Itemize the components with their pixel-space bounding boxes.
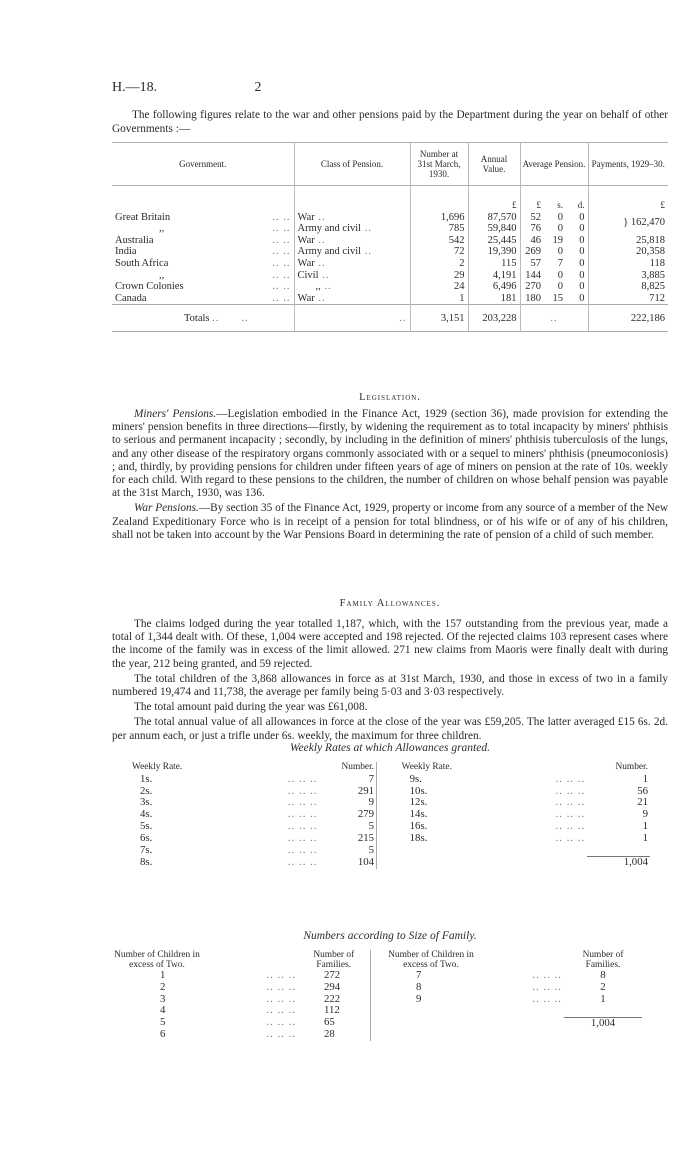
totals-value: 203,228: [468, 305, 520, 331]
family-size-header: [112, 950, 642, 970]
weekly-rate: 2s.: [140, 784, 153, 797]
pension-class-cell: Civil ..: [294, 270, 410, 282]
col-payments: Payments, 1929–30.: [588, 143, 668, 186]
payments: 3,885: [588, 270, 668, 282]
pension-class: Army and civil: [297, 223, 362, 235]
children-in-excess: 3: [160, 992, 166, 1005]
intro-paragraph: The following figures relate to the war and other pensions paid by the Department during the year on behalf of other Governments :—: [112, 109, 668, 135]
pension-number: 24: [410, 281, 468, 293]
average-shillings: 0: [557, 246, 563, 258]
number-of-families: 1: [600, 992, 606, 1005]
rate-number: 291: [357, 784, 375, 797]
pension-class-cell: War ..: [294, 212, 410, 224]
government-name: Canada: [115, 292, 147, 304]
number-of-families: 8: [600, 969, 606, 981]
unit-avg-pounds: £: [520, 186, 544, 212]
families-header-right: Number of Families.: [582, 950, 624, 970]
rate-number: 9: [368, 796, 375, 809]
average-pounds: 270: [520, 281, 544, 293]
family-size-table: [112, 950, 642, 1041]
pension-row: [112, 235, 668, 247]
children-in-excess: 9: [416, 992, 422, 1005]
family-size-title: Numbers according to Size of Family.: [303, 930, 477, 942]
pension-class-cell: Army and civil ..: [294, 223, 410, 235]
number-of-families: 2: [600, 980, 606, 993]
average-pounds: 46: [520, 235, 544, 247]
payments: 8,825: [588, 281, 668, 293]
weekly-rate: 1s.: [140, 772, 153, 785]
weekly-rate: 8s.: [140, 855, 153, 868]
weekly-rate: 14s.: [409, 808, 428, 821]
annual-value: 115: [468, 258, 520, 270]
annual-value-paragraph: The total annual value of all allowances in force at the close of the year was £59,205. The latter averaged £15 6s. 2d. per annum each, or just a trifle under 6s. weekly, the maximum for three children.: [112, 716, 668, 742]
children-in-excess: 2: [160, 980, 166, 993]
pensions-table: [112, 142, 668, 332]
weekly-rate: 16s.: [409, 819, 428, 832]
government-name: ,,: [159, 223, 165, 235]
average-pence: 0: [579, 211, 585, 223]
number-of-families: 294: [324, 980, 341, 993]
totals-number: 3,151: [410, 305, 468, 331]
average-pence: 0: [579, 281, 585, 293]
weekly-rate: 7s.: [140, 843, 153, 856]
average-pounds: 52: [520, 212, 544, 224]
weekly-rate: 5s.: [140, 819, 153, 832]
number-of-families: 28: [324, 1028, 335, 1041]
legislation-text: [112, 408, 668, 544]
rate-number: 5: [368, 819, 375, 832]
pension-class: War: [297, 234, 315, 246]
average-shillings: 15: [552, 292, 563, 304]
rate-number: 56: [637, 784, 648, 797]
government-cell: .. .. Crown Colonies: [115, 281, 291, 293]
pension-number: 2: [410, 258, 468, 270]
family-size-row: 4 .. .. .. 112: [112, 1005, 642, 1017]
number-of-families: 272: [324, 969, 341, 981]
average-pounds: 57: [520, 258, 544, 270]
weekly-rate-row: 2s. .. .. .. 291 10s. .. .. .. 56: [130, 786, 650, 798]
pension-class-cell: War ..: [294, 293, 410, 305]
children-in-excess: 1: [160, 969, 166, 981]
family-allowances-heading: Family Allowances.: [339, 598, 441, 609]
payments: 118: [588, 258, 668, 270]
pension-class: Army and civil: [297, 246, 362, 258]
unit-payments: £: [588, 186, 668, 212]
weekly-rate: 10s.: [409, 784, 428, 797]
annual-value: 181: [468, 293, 520, 305]
totals-row: Totals .. .. .. 3,151 203,228 .. 222,186: [112, 305, 668, 331]
pension-class-cell: War ..: [294, 235, 410, 247]
government-cell: .. .. ,,: [112, 270, 294, 282]
families-header-left: Number of Families.: [313, 950, 355, 970]
rate-number: 1: [642, 772, 648, 785]
claims-paragraph: The claims lodged during the year totalled 1,187, which, with the 157 outstanding from the previous year, made a total of 1,344 dealt with. Of these, 1,004 were accepted and 198 rejected. Of the rejected claims 103 represent cases where the income of the family was in excess of the limit allowed. 271 new claims from Maoris were finally dealt with during the year, 212 being granted, and 59 rejected.: [112, 618, 668, 670]
average-pence: 0: [579, 269, 585, 281]
pension-class: Civil: [297, 269, 319, 281]
rate-number: 104: [357, 855, 375, 868]
average-shillings: 0: [557, 223, 563, 235]
family-size-row: 5 .. .. .. 65 1,004: [112, 1017, 642, 1029]
col-class: Class of Pension.: [294, 143, 410, 186]
children-header-left: Number of Children in excess of Two.: [114, 950, 200, 970]
annual-value: 6,496: [468, 281, 520, 293]
weekly-rate: 12s.: [409, 796, 428, 809]
pension-row: [112, 293, 668, 305]
weekly-rate: 9s.: [409, 772, 422, 785]
pension-class: ,,: [315, 281, 321, 293]
annual-value: 19,390: [468, 246, 520, 258]
government-name: Great Britain: [115, 211, 171, 223]
pension-number: 1,696: [410, 212, 468, 224]
average-pounds: 180: [520, 293, 544, 305]
average-shillings: 19: [552, 234, 563, 246]
payments: } 162,470: [588, 212, 668, 235]
average-pence: 0: [579, 234, 585, 246]
children-in-excess: 8: [416, 980, 422, 993]
unit-avg-pence: d.: [577, 200, 585, 210]
weekly-rate-header-right: Weekly Rate.: [401, 762, 452, 772]
col-average: Average Pension.: [520, 143, 588, 186]
amount-paid-paragraph: The total amount paid during the year was £61,008.: [134, 701, 368, 714]
weekly-rate: 3s.: [140, 796, 153, 809]
pension-class-cell: War ..: [294, 258, 410, 270]
rate-number: 5: [368, 843, 375, 856]
government-cell: .. .. ,,: [112, 223, 294, 235]
pension-class-cell: Army and civil ..: [294, 246, 410, 258]
pension-number: 29: [410, 270, 468, 282]
weekly-rate-row: 1s. .. .. .. 7 9s. .. .. .. 1: [130, 774, 650, 786]
pension-class: War: [297, 292, 315, 304]
number-header-right: Number.: [615, 762, 648, 772]
weekly-rate: 6s.: [140, 831, 153, 844]
col-number: Number at 31st March, 1930.: [410, 143, 468, 186]
average-shillings: 0: [557, 211, 563, 223]
annual-value: 4,191: [468, 270, 520, 282]
family-size-row: 2 .. .. .. 294 8 .. .. .. 2: [112, 982, 642, 994]
average-pence: 0: [579, 223, 585, 235]
average-pounds: 269: [520, 246, 544, 258]
weekly-rate-row: 3s. .. .. .. 9 12s. .. .. .. 21: [130, 797, 650, 809]
children-in-excess: 5: [160, 1016, 166, 1029]
family-size-row: 1 .. .. .. 272 7 .. .. .. 8: [112, 970, 642, 982]
rate-number: 7: [368, 772, 375, 785]
government-name: Australia: [115, 234, 154, 246]
pension-row: [112, 223, 668, 235]
pension-number: 785: [410, 223, 468, 235]
family-allowances-text: [112, 618, 668, 745]
col-government: Government.: [179, 159, 227, 169]
unit-avg-shillings: s.: [557, 200, 563, 210]
pensions-header-row: [112, 143, 668, 186]
pension-row: [112, 281, 668, 293]
pension-row: [112, 270, 668, 282]
rate-number: 1: [642, 819, 648, 832]
war-pensions-lead: War Pensions.: [134, 502, 199, 515]
pension-class: War: [297, 257, 315, 269]
average-pence: 0: [579, 246, 585, 258]
number-of-families: 65: [324, 1016, 335, 1029]
legislation-heading: Legislation.: [359, 392, 421, 403]
weekly-rates-table: [130, 762, 650, 869]
payments: 712: [588, 293, 668, 305]
weekly-rate: 4s.: [140, 808, 153, 821]
government-cell: .. .. South Africa: [115, 257, 291, 269]
children-paragraph: The total children of the 3,868 allowances in force as at 31st March, 1930, and those in excess of two in a family numbered 19,474 and 11,738, the average per family being 5·03 and 3·03 respectively.: [112, 672, 668, 699]
average-shillings: 0: [557, 269, 563, 281]
family-size-row: 6 .. .. .. 28: [112, 1029, 642, 1041]
unit-annual: £: [468, 186, 520, 212]
children-in-excess: 7: [416, 969, 422, 981]
payments: 25,818: [588, 235, 668, 247]
government-cell: .. .. Great Britain: [115, 211, 291, 223]
weekly-rate-row: 8s. .. .. .. 104 1,004: [130, 856, 650, 868]
family-size-total: 1,004: [590, 1016, 616, 1029]
pension-number: 542: [410, 235, 468, 247]
pension-class: War: [297, 211, 315, 223]
war-pensions-paragraph: War Pensions.—By section 35 of the Finance Act, 1929, property or income from any source of a member of the New Zealand Expeditionary Force who is in receipt of a pension for total blindness, or of his wife or of any of his children, shall not be taken into account by the War Pensions Board in determining the rate of pension of a child of such member.: [112, 502, 668, 541]
rate-number: 21: [637, 796, 648, 809]
children-in-excess: 4: [160, 1004, 166, 1017]
col-annual: Annual Value.: [468, 143, 520, 186]
rate-number: 215: [357, 831, 375, 844]
miners-pensions-lead: Miners' Pensions.: [134, 408, 217, 420]
weekly-rate: 18s.: [409, 831, 428, 844]
weekly-rates-title: Weekly Rates at which Allowances granted.: [290, 742, 490, 754]
weekly-rate-row: 7s. .. .. .. 5: [130, 845, 650, 857]
weekly-rate-header-left: Weekly Rate.: [132, 762, 183, 772]
page-number: 2: [254, 80, 262, 95]
number-of-families: 222: [324, 992, 341, 1005]
government-name: India: [115, 246, 137, 258]
annual-value: 59,840: [468, 223, 520, 235]
annual-value: 25,445: [468, 235, 520, 247]
average-pence: 0: [579, 292, 585, 304]
pension-row: [112, 212, 668, 224]
average-shillings: 0: [557, 281, 563, 293]
government-cell: .. .. Australia: [115, 234, 291, 246]
average-shillings: 7: [557, 257, 563, 269]
units-row: [112, 186, 668, 212]
miners-pensions-paragraph: Miners' Pensions.—Legislation embodied in the Finance Act, 1929 (section 36), made provision for extending the miners' pension benefits in three directions—firstly, by widening the requirement as to total incapacity by miners' phthisis to serious and permanent incapacity ; secondly, by including in the definition of miners' phthisis tuberculosis of the lungs, and any other disease of the respiratory organs commonly associated with or a sequel to miners' phthisis (pneumoconiosis) ; and, thirdly, by providing pensions for children under fifteen years of age of miners on pension at the rate of 10s. weekly for each child. With regard to these pensions to the children, the number of children on whose behalf pension was payable at the 31st March, 1930, was 136.: [112, 408, 668, 500]
average-pounds: 144: [520, 270, 544, 282]
weekly-rate-row: 4s. .. .. .. 279 14s. .. .. .. 9: [130, 809, 650, 821]
rate-number: 9: [642, 808, 648, 821]
payments: 20,358: [588, 246, 668, 258]
government-cell: .. .. Canada: [115, 292, 291, 304]
annual-value: 87,570: [468, 212, 520, 224]
document-code: H.—18.: [112, 80, 158, 95]
government-name: South Africa: [115, 257, 169, 269]
government-cell: .. .. India: [115, 246, 291, 258]
children-in-excess: 6: [160, 1028, 166, 1041]
average-pounds: 76: [520, 223, 544, 235]
number-header-left: Number.: [341, 762, 375, 772]
pension-row: [112, 246, 668, 258]
weekly-rates-total: 1,004: [623, 855, 648, 868]
pension-number: 72: [410, 246, 468, 258]
totals-payments: 222,186: [588, 305, 668, 331]
pension-class-cell: ,, ..: [294, 281, 410, 293]
pension-row: [112, 258, 668, 270]
pension-number: 1: [410, 293, 468, 305]
weekly-rate-row: 5s. .. .. .. 5 16s. .. .. .. 1: [130, 821, 650, 833]
rate-number: 279: [357, 808, 375, 821]
totals-label: Totals: [184, 313, 210, 325]
government-name: ,,: [159, 269, 165, 281]
children-header-right: Number of Children in excess of Two.: [388, 950, 474, 970]
average-pence: 0: [579, 257, 585, 269]
number-of-families: 112: [324, 1004, 340, 1017]
rate-number: 1: [642, 831, 648, 844]
family-size-row: 3 .. .. .. 222 9 .. .. .. 1: [112, 994, 642, 1006]
weekly-rate-row: 6s. .. .. .. 215 18s. .. .. .. 1: [130, 833, 650, 845]
government-name: Crown Colonies: [115, 281, 184, 293]
